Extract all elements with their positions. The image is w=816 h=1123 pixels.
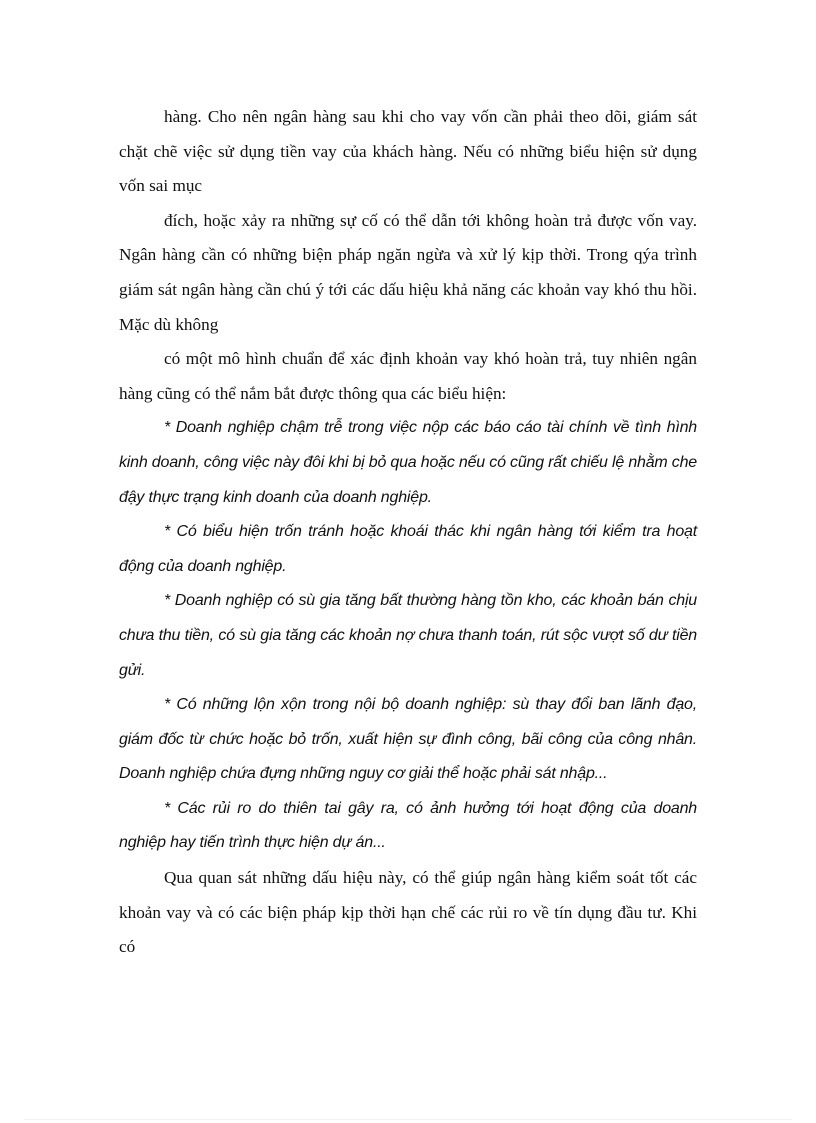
bullet-paragraph-5: * Các rủi ro do thiên tai gây ra, có ảnh hưởng tới hoạt động của doanh nghiệp hay tiến trình thực hiện dự án... bbox=[119, 799, 697, 852]
bullet-paragraph-1: * Doanh nghiệp chậm trễ trong việc nộp các báo cáo tài chính về tình hình kinh doanh, công việc này đôi khi bị bỏ qua hoặc nếu có cũng rất chiếu lệ nhằm che đậy thực trạng kinh doanh của doanh nghiệp. bbox=[119, 419, 697, 506]
paragraph-1: hàng. Cho nên ngân hàng sau khi cho vay vốn cần phải theo dõi, giám sát chặt chẽ việc sử dụng tiền vay của khách hàng. Nếu có những biểu hiện sử dụng vốn sai mục bbox=[119, 107, 697, 196]
page-bottom-edge bbox=[24, 1119, 792, 1120]
paragraph-2: đích, hoặc xảy ra những sự cố có thể dẫn tới không hoàn trả được vốn vay. Ngân hàng cần có những biện pháp ngăn ngừa và xử lý kịp thời. Trong qýa trình giám sát ngân hàng cần chú ý tới các dấu hiệu khả năng các khoản vay khó thu hồi. Mặc dù không bbox=[119, 210, 697, 334]
paragraph-3: có một mô hình chuẩn để xác định khoản vay khó hoàn trả, tuy nhiên ngân hàng cũng có thể nắm bắt được thông qua các biểu hiện: bbox=[119, 349, 697, 403]
bullet-paragraph-2: * Có biểu hiện trốn tránh hoặc khoái thác khi ngân hàng tới kiểm tra hoạt động của doanh nghiệp. bbox=[119, 523, 697, 575]
paragraph-closing: Qua quan sát những dấu hiệu này, có thể giúp ngân hàng kiểm soát tốt các khoản vay và có các biện pháp kịp thời hạn chế các rủi ro về tín dụng đầu tư. Khi có bbox=[119, 868, 697, 957]
bullet-paragraph-4: * Có những lộn xộn trong nội bộ doanh nghiệp: sù thay đổi ban lãnh đạo, giám đốc từ chức hoặc bỏ trốn, xuất hiện sự đình công, bãi công của công nhân. Doanh nghiệp chứa đựng những nguy cơ giải thể hoặc phải sát nhập... bbox=[119, 696, 697, 783]
bullet-paragraph-3: * Doanh nghiệp có sù gia tăng bất thường hàng tồn kho, các khoản bán chịu chưa thu tiền, có sù gia tăng các khoản nợ chưa thanh toán, rút sộc vượt số dư tiền gửi. bbox=[119, 592, 697, 679]
document-body bbox=[119, 100, 697, 965]
